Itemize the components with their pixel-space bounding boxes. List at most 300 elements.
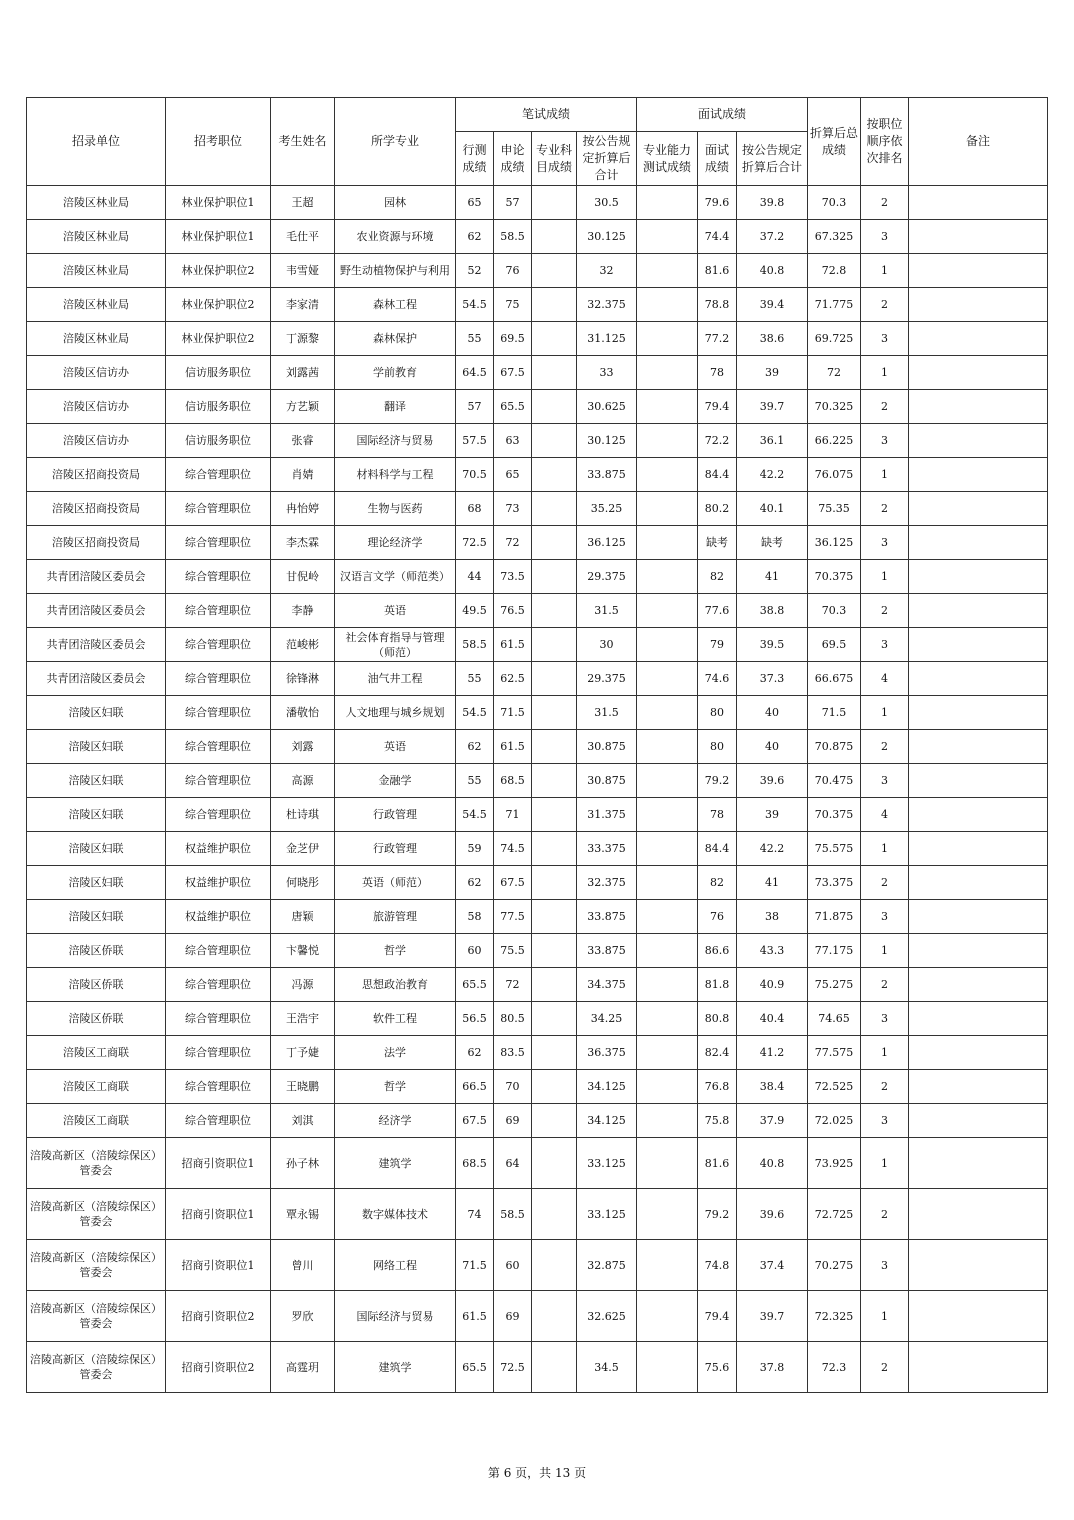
cell-position: 权益维护职位 <box>166 832 271 866</box>
cell-rank: 3 <box>861 526 909 560</box>
header-written-group: 笔试成绩 <box>456 98 637 132</box>
cell-rank: 1 <box>861 1291 909 1342</box>
cell-major: 建筑学 <box>335 1342 456 1393</box>
cell-xingce: 55 <box>456 662 494 696</box>
cell-interview-converted: 37.3 <box>737 662 808 696</box>
cell-remark <box>909 866 1048 900</box>
cell-remark <box>909 968 1048 1002</box>
cell-interview: 74.4 <box>698 220 737 254</box>
cell-unit: 涪陵区妇联 <box>27 730 166 764</box>
cell-unit: 涪陵高新区（涪陵综保区）管委会 <box>27 1342 166 1393</box>
cell-interview-converted: 41 <box>737 866 808 900</box>
cell-shenlun: 75 <box>494 288 532 322</box>
cell-name: 肖婧 <box>271 458 335 492</box>
cell-name: 王浩宇 <box>271 1002 335 1036</box>
cell-total: 72.8 <box>808 254 861 288</box>
cell-professional-subject <box>532 900 577 934</box>
cell-written-converted: 32.875 <box>577 1240 637 1291</box>
cell-written-converted: 30.875 <box>577 730 637 764</box>
cell-rank: 1 <box>861 356 909 390</box>
table-row <box>27 322 1048 356</box>
cell-major: 国际经济与贸易 <box>335 1291 456 1342</box>
cell-xingce: 62 <box>456 1036 494 1070</box>
table-row <box>27 1342 1048 1393</box>
cell-professional-test <box>637 220 698 254</box>
cell-total: 72.3 <box>808 1342 861 1393</box>
cell-professional-test <box>637 1104 698 1138</box>
cell-position: 综合管理职位 <box>166 560 271 594</box>
cell-unit: 涪陵高新区（涪陵综保区）管委会 <box>27 1291 166 1342</box>
cell-interview: 74.8 <box>698 1240 737 1291</box>
cell-xingce: 58.5 <box>456 628 494 662</box>
cell-position: 信访服务职位 <box>166 424 271 458</box>
cell-interview-converted: 39.4 <box>737 288 808 322</box>
cell-major: 学前教育 <box>335 356 456 390</box>
cell-unit: 涪陵区林业局 <box>27 186 166 220</box>
cell-name: 李杰霖 <box>271 526 335 560</box>
cell-unit: 涪陵区林业局 <box>27 288 166 322</box>
cell-interview: 86.6 <box>698 934 737 968</box>
cell-interview: 75.8 <box>698 1104 737 1138</box>
cell-remark <box>909 1036 1048 1070</box>
cell-remark <box>909 1138 1048 1189</box>
cell-rank: 1 <box>861 560 909 594</box>
cell-total: 75.275 <box>808 968 861 1002</box>
cell-total: 70.475 <box>808 764 861 798</box>
table-row <box>27 900 1048 934</box>
cell-xingce: 49.5 <box>456 594 494 628</box>
cell-rank: 4 <box>861 798 909 832</box>
cell-remark <box>909 526 1048 560</box>
cell-name: 覃永锡 <box>271 1189 335 1240</box>
cell-written-converted: 33.875 <box>577 934 637 968</box>
cell-position: 林业保护职位2 <box>166 254 271 288</box>
cell-xingce: 44 <box>456 560 494 594</box>
cell-interview: 72.2 <box>698 424 737 458</box>
cell-rank: 1 <box>861 458 909 492</box>
cell-professional-subject <box>532 254 577 288</box>
cell-shenlun: 71 <box>494 798 532 832</box>
cell-major: 行政管理 <box>335 798 456 832</box>
cell-xingce: 60 <box>456 934 494 968</box>
cell-major: 野生动植物保护与利用 <box>335 254 456 288</box>
cell-professional-test <box>637 254 698 288</box>
cell-professional-subject <box>532 662 577 696</box>
cell-professional-test <box>637 730 698 764</box>
cell-rank: 3 <box>861 322 909 356</box>
cell-professional-subject <box>532 934 577 968</box>
cell-rank: 1 <box>861 934 909 968</box>
cell-unit: 涪陵区招商投资局 <box>27 458 166 492</box>
cell-position: 招商引资职位1 <box>166 1240 271 1291</box>
cell-position: 综合管理职位 <box>166 934 271 968</box>
cell-total: 67.325 <box>808 220 861 254</box>
cell-professional-test <box>637 1002 698 1036</box>
cell-shenlun: 71.5 <box>494 696 532 730</box>
cell-remark <box>909 254 1048 288</box>
cell-total: 70.3 <box>808 186 861 220</box>
cell-remark <box>909 1104 1048 1138</box>
cell-xingce: 65.5 <box>456 968 494 1002</box>
cell-major: 材料科学与工程 <box>335 458 456 492</box>
cell-total: 70.375 <box>808 560 861 594</box>
cell-interview-converted: 43.3 <box>737 934 808 968</box>
cell-professional-test <box>637 628 698 662</box>
cell-interview: 79.4 <box>698 390 737 424</box>
cell-written-converted: 31.375 <box>577 798 637 832</box>
cell-unit: 涪陵区信访办 <box>27 390 166 424</box>
cell-major: 理论经济学 <box>335 526 456 560</box>
cell-name: 方艺颖 <box>271 390 335 424</box>
cell-professional-subject <box>532 1002 577 1036</box>
cell-shenlun: 72.5 <box>494 1342 532 1393</box>
cell-major: 行政管理 <box>335 832 456 866</box>
cell-interview-converted: 39.7 <box>737 390 808 424</box>
cell-professional-test <box>637 458 698 492</box>
cell-unit: 涪陵区侨联 <box>27 968 166 1002</box>
cell-remark <box>909 424 1048 458</box>
cell-shenlun: 72 <box>494 526 532 560</box>
cell-professional-test <box>637 968 698 1002</box>
cell-professional-subject <box>532 594 577 628</box>
cell-interview: 缺考 <box>698 526 737 560</box>
cell-name: 杜诗琪 <box>271 798 335 832</box>
cell-professional-test <box>637 356 698 390</box>
cell-professional-test <box>637 322 698 356</box>
cell-professional-test <box>637 1189 698 1240</box>
header-professional-subject: 专业科目成绩 <box>532 132 577 186</box>
cell-xingce: 62 <box>456 730 494 764</box>
cell-shenlun: 61.5 <box>494 730 532 764</box>
cell-xingce: 70.5 <box>456 458 494 492</box>
cell-written-converted: 32 <box>577 254 637 288</box>
cell-shenlun: 73 <box>494 492 532 526</box>
cell-written-converted: 33.875 <box>577 900 637 934</box>
cell-written-converted: 30 <box>577 628 637 662</box>
cell-shenlun: 62.5 <box>494 662 532 696</box>
table-row <box>27 1240 1048 1291</box>
cell-professional-subject <box>532 492 577 526</box>
cell-unit: 共青团涪陵区委员会 <box>27 594 166 628</box>
cell-position: 综合管理职位 <box>166 594 271 628</box>
cell-rank: 2 <box>861 390 909 424</box>
cell-interview: 81.6 <box>698 254 737 288</box>
cell-rank: 2 <box>861 1070 909 1104</box>
cell-professional-test <box>637 798 698 832</box>
cell-total: 74.65 <box>808 1002 861 1036</box>
cell-shenlun: 83.5 <box>494 1036 532 1070</box>
cell-remark <box>909 798 1048 832</box>
cell-name: 刘露 <box>271 730 335 764</box>
cell-written-converted: 31.125 <box>577 322 637 356</box>
cell-major: 旅游管理 <box>335 900 456 934</box>
cell-shenlun: 65 <box>494 458 532 492</box>
cell-professional-subject <box>532 458 577 492</box>
cell-name: 丁源黎 <box>271 322 335 356</box>
cell-position: 综合管理职位 <box>166 526 271 560</box>
cell-name: 唐颖 <box>271 900 335 934</box>
cell-interview-converted: 40.1 <box>737 492 808 526</box>
cell-name: 卞馨悦 <box>271 934 335 968</box>
cell-xingce: 67.5 <box>456 1104 494 1138</box>
cell-xingce: 68 <box>456 492 494 526</box>
table-row <box>27 390 1048 424</box>
cell-xingce: 54.5 <box>456 798 494 832</box>
cell-rank: 1 <box>861 254 909 288</box>
cell-remark <box>909 900 1048 934</box>
header-major: 所学专业 <box>335 98 456 186</box>
cell-major: 软件工程 <box>335 1002 456 1036</box>
cell-written-converted: 36.125 <box>577 526 637 560</box>
cell-written-converted: 34.125 <box>577 1070 637 1104</box>
cell-interview-converted: 40.4 <box>737 1002 808 1036</box>
cell-written-converted: 34.5 <box>577 1342 637 1393</box>
cell-name: 韦雪娅 <box>271 254 335 288</box>
cell-name: 罗欣 <box>271 1291 335 1342</box>
cell-position: 招商引资职位1 <box>166 1138 271 1189</box>
cell-professional-subject <box>532 560 577 594</box>
cell-total: 77.175 <box>808 934 861 968</box>
cell-rank: 1 <box>861 1036 909 1070</box>
cell-written-converted: 29.375 <box>577 662 637 696</box>
cell-interview-converted: 39.6 <box>737 764 808 798</box>
cell-remark <box>909 730 1048 764</box>
cell-professional-subject <box>532 1189 577 1240</box>
cell-shenlun: 69.5 <box>494 322 532 356</box>
cell-total: 70.3 <box>808 594 861 628</box>
cell-interview-converted: 37.2 <box>737 220 808 254</box>
cell-rank: 2 <box>861 288 909 322</box>
cell-remark <box>909 220 1048 254</box>
cell-rank: 3 <box>861 1002 909 1036</box>
cell-professional-test <box>637 1342 698 1393</box>
cell-interview: 82.4 <box>698 1036 737 1070</box>
cell-shenlun: 76 <box>494 254 532 288</box>
cell-position: 权益维护职位 <box>166 900 271 934</box>
cell-professional-test <box>637 560 698 594</box>
cell-total: 73.375 <box>808 866 861 900</box>
cell-name: 孙子林 <box>271 1138 335 1189</box>
cell-position: 信访服务职位 <box>166 390 271 424</box>
cell-position: 综合管理职位 <box>166 628 271 662</box>
cell-xingce: 55 <box>456 322 494 356</box>
cell-total: 77.575 <box>808 1036 861 1070</box>
cell-professional-test <box>637 764 698 798</box>
cell-name: 高源 <box>271 764 335 798</box>
cell-interview-converted: 38.8 <box>737 594 808 628</box>
cell-interview: 80 <box>698 696 737 730</box>
cell-unit: 涪陵区招商投资局 <box>27 492 166 526</box>
cell-shenlun: 75.5 <box>494 934 532 968</box>
cell-interview-converted: 37.9 <box>737 1104 808 1138</box>
cell-xingce: 57.5 <box>456 424 494 458</box>
cell-written-converted: 34.375 <box>577 968 637 1002</box>
cell-major: 社会体育指导与管理（师范） <box>335 628 456 662</box>
cell-interview: 84.4 <box>698 832 737 866</box>
cell-interview-converted: 39.5 <box>737 628 808 662</box>
cell-name: 冉怡婷 <box>271 492 335 526</box>
cell-rank: 1 <box>861 696 909 730</box>
cell-position: 综合管理职位 <box>166 968 271 1002</box>
cell-shenlun: 60 <box>494 1240 532 1291</box>
cell-professional-subject <box>532 424 577 458</box>
cell-shenlun: 76.5 <box>494 594 532 628</box>
cell-interview: 81.8 <box>698 968 737 1002</box>
cell-xingce: 65 <box>456 186 494 220</box>
cell-interview-converted: 39.6 <box>737 1189 808 1240</box>
cell-position: 综合管理职位 <box>166 764 271 798</box>
table-row <box>27 764 1048 798</box>
header-professional-test: 专业能力测试成绩 <box>637 132 698 186</box>
cell-total: 75.575 <box>808 832 861 866</box>
cell-position: 综合管理职位 <box>166 492 271 526</box>
cell-unit: 涪陵高新区（涪陵综保区）管委会 <box>27 1138 166 1189</box>
cell-remark <box>909 628 1048 662</box>
table-row <box>27 254 1048 288</box>
cell-remark <box>909 288 1048 322</box>
cell-rank: 4 <box>861 662 909 696</box>
cell-major: 国际经济与贸易 <box>335 424 456 458</box>
cell-professional-subject <box>532 696 577 730</box>
cell-rank: 2 <box>861 492 909 526</box>
cell-professional-subject <box>532 832 577 866</box>
cell-remark <box>909 1002 1048 1036</box>
cell-interview-converted: 41.2 <box>737 1036 808 1070</box>
header-position: 招考职位 <box>166 98 271 186</box>
cell-interview-converted: 39 <box>737 356 808 390</box>
cell-name: 高霆玥 <box>271 1342 335 1393</box>
table-row <box>27 458 1048 492</box>
cell-position: 综合管理职位 <box>166 1002 271 1036</box>
cell-xingce: 72.5 <box>456 526 494 560</box>
cell-total: 72 <box>808 356 861 390</box>
table-row <box>27 628 1048 662</box>
cell-professional-subject <box>532 186 577 220</box>
cell-xingce: 74 <box>456 1189 494 1240</box>
cell-unit: 涪陵高新区（涪陵综保区）管委会 <box>27 1240 166 1291</box>
cell-rank: 3 <box>861 628 909 662</box>
cell-position: 招商引资职位1 <box>166 1189 271 1240</box>
cell-remark <box>909 390 1048 424</box>
cell-professional-test <box>637 492 698 526</box>
cell-professional-subject <box>532 798 577 832</box>
cell-shenlun: 69 <box>494 1104 532 1138</box>
cell-interview: 78 <box>698 356 737 390</box>
cell-shenlun: 61.5 <box>494 628 532 662</box>
cell-professional-test <box>637 866 698 900</box>
cell-interview-converted: 40.9 <box>737 968 808 1002</box>
cell-interview: 78 <box>698 798 737 832</box>
cell-professional-test <box>637 934 698 968</box>
cell-written-converted: 33.875 <box>577 458 637 492</box>
cell-name: 甘倪岭 <box>271 560 335 594</box>
cell-rank: 1 <box>861 832 909 866</box>
cell-interview-converted: 42.2 <box>737 832 808 866</box>
header-total: 折算后总成绩 <box>808 98 861 186</box>
results-table <box>26 97 1048 1393</box>
cell-major: 建筑学 <box>335 1138 456 1189</box>
cell-total: 72.025 <box>808 1104 861 1138</box>
cell-name: 范峻彬 <box>271 628 335 662</box>
cell-xingce: 71.5 <box>456 1240 494 1291</box>
cell-unit: 涪陵区妇联 <box>27 832 166 866</box>
cell-shenlun: 58.5 <box>494 1189 532 1240</box>
cell-xingce: 64.5 <box>456 356 494 390</box>
cell-professional-subject <box>532 1036 577 1070</box>
cell-written-converted: 29.375 <box>577 560 637 594</box>
table-row <box>27 1189 1048 1240</box>
cell-remark <box>909 764 1048 798</box>
cell-interview: 76 <box>698 900 737 934</box>
cell-interview-converted: 38.4 <box>737 1070 808 1104</box>
cell-professional-test <box>637 662 698 696</box>
table-row <box>27 594 1048 628</box>
cell-shenlun: 74.5 <box>494 832 532 866</box>
cell-unit: 涪陵区信访办 <box>27 424 166 458</box>
cell-name: 刘淇 <box>271 1104 335 1138</box>
header-shenlun: 申论成绩 <box>494 132 532 186</box>
cell-interview: 76.8 <box>698 1070 737 1104</box>
cell-interview-converted: 40 <box>737 696 808 730</box>
cell-total: 69.725 <box>808 322 861 356</box>
cell-written-converted: 34.25 <box>577 1002 637 1036</box>
cell-unit: 涪陵区招商投资局 <box>27 526 166 560</box>
cell-written-converted: 34.125 <box>577 1104 637 1138</box>
cell-xingce: 62 <box>456 866 494 900</box>
cell-professional-subject <box>532 1104 577 1138</box>
cell-professional-subject <box>532 288 577 322</box>
cell-professional-subject <box>532 220 577 254</box>
cell-remark <box>909 1070 1048 1104</box>
cell-total: 70.325 <box>808 390 861 424</box>
cell-xingce: 55 <box>456 764 494 798</box>
cell-xingce: 56.5 <box>456 1002 494 1036</box>
table-row <box>27 492 1048 526</box>
cell-position: 综合管理职位 <box>166 458 271 492</box>
cell-major: 翻译 <box>335 390 456 424</box>
cell-major: 森林保护 <box>335 322 456 356</box>
cell-written-converted: 33 <box>577 356 637 390</box>
cell-xingce: 59 <box>456 832 494 866</box>
table-row <box>27 1291 1048 1342</box>
cell-professional-test <box>637 1036 698 1070</box>
header-remark: 备注 <box>909 98 1048 186</box>
cell-interview: 79.6 <box>698 186 737 220</box>
table-row <box>27 526 1048 560</box>
cell-professional-subject <box>532 628 577 662</box>
cell-name: 刘露茜 <box>271 356 335 390</box>
cell-position: 权益维护职位 <box>166 866 271 900</box>
table-row <box>27 1138 1048 1189</box>
cell-major: 思想政治教育 <box>335 968 456 1002</box>
cell-unit: 涪陵区侨联 <box>27 934 166 968</box>
cell-major: 园林 <box>335 186 456 220</box>
header-rank: 按职位顺序依次排名 <box>861 98 909 186</box>
cell-professional-subject <box>532 1070 577 1104</box>
cell-written-converted: 30.125 <box>577 424 637 458</box>
cell-professional-subject <box>532 390 577 424</box>
table-row <box>27 1002 1048 1036</box>
cell-professional-subject <box>532 1342 577 1393</box>
cell-name: 金芝伊 <box>271 832 335 866</box>
cell-written-converted: 32.375 <box>577 288 637 322</box>
cell-professional-test <box>637 696 698 730</box>
cell-name: 李静 <box>271 594 335 628</box>
cell-total: 70.875 <box>808 730 861 764</box>
cell-interview-converted: 37.8 <box>737 1342 808 1393</box>
cell-remark <box>909 696 1048 730</box>
cell-name: 毛仕平 <box>271 220 335 254</box>
